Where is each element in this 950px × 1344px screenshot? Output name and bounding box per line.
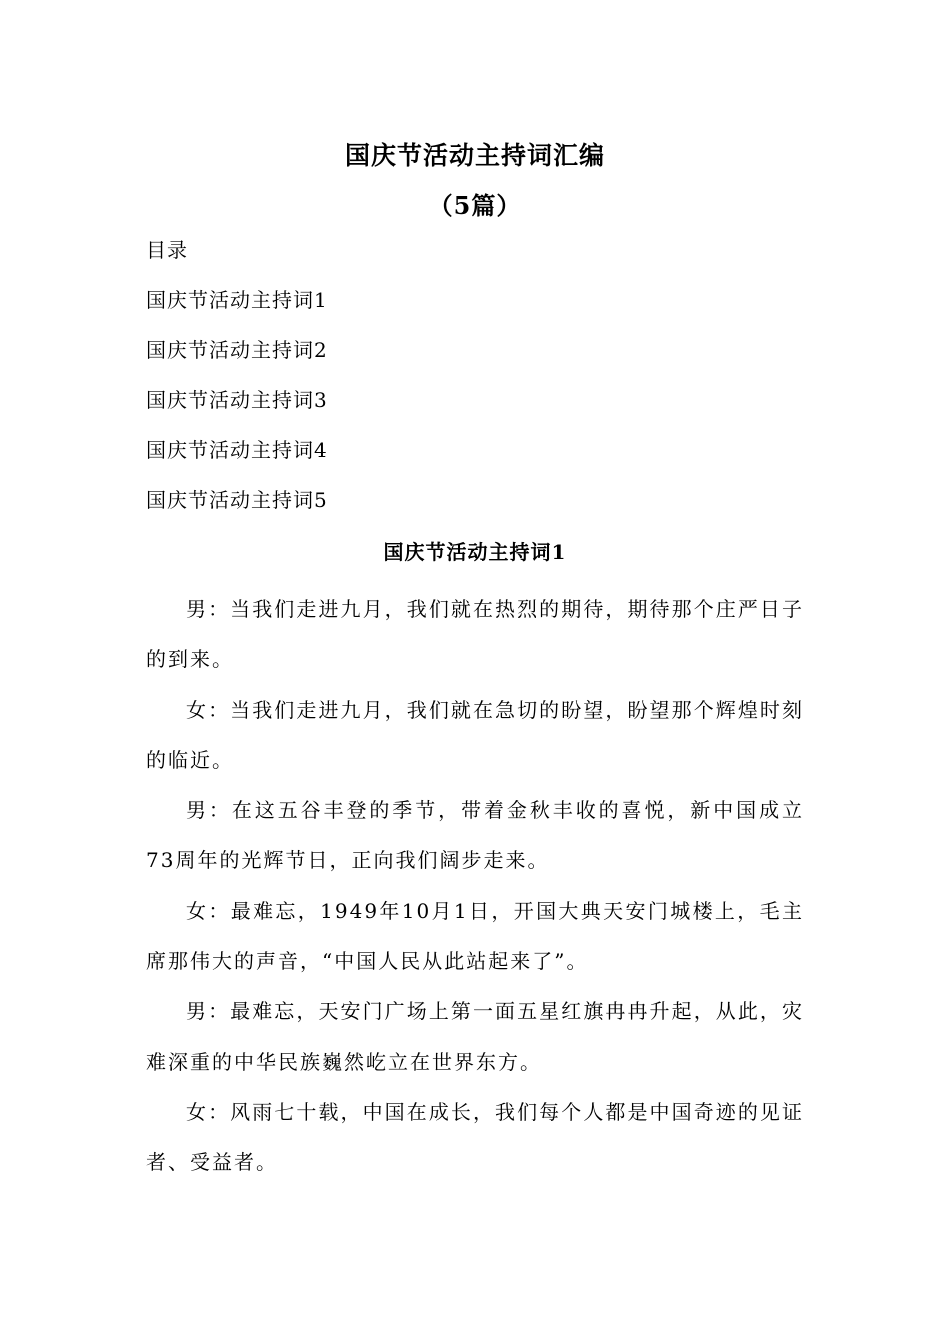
paragraph: 男：在这五谷丰登的季节，带着金秋丰收的喜悦，新中国成立73周年的光辉节日，正向我们阔步走来。	[146, 798, 804, 873]
paragraph: 女：最难忘，1949年10月1日，开国大典天安门城楼上，毛主席那伟大的声音，“中国人民从此站起来了”。	[146, 898, 804, 974]
paragraph: 女：当我们走进九月，我们就在急切的盼望，盼望那个辉煌时刻的临近。	[146, 697, 804, 772]
toc-item-4[interactable]: 国庆节活动主持词4	[146, 438, 328, 462]
paragraph: 男：最难忘，天安门广场上第一面五星红旗冉冉升起，从此，灾难深重的中华民族巍然屹立在世界东方。	[146, 999, 804, 1074]
toc-item-5[interactable]: 国庆节活动主持词5	[146, 488, 328, 512]
section-body	[146, 584, 804, 1188]
table-of-contents	[146, 235, 806, 535]
document-title: 国庆节活动主持词汇编	[344, 141, 605, 170]
toc-item-2[interactable]: 国庆节活动主持词2	[146, 338, 328, 362]
toc-item-1[interactable]: 国庆节活动主持词1	[146, 288, 328, 312]
paragraph: 男：当我们走进九月，我们就在热烈的期待，期待那个庄严日子的到来。	[146, 597, 804, 672]
paragraph: 女：风雨七十载，中国在成长，我们每个人都是中国奇迹的见证者、受益者。	[146, 1099, 804, 1175]
toc-label: 目录	[146, 238, 188, 262]
toc-item-3[interactable]: 国庆节活动主持词3	[146, 388, 328, 412]
section-heading: 国庆节活动主持词1	[383, 540, 567, 564]
document-subtitle: （5篇）	[428, 191, 522, 220]
